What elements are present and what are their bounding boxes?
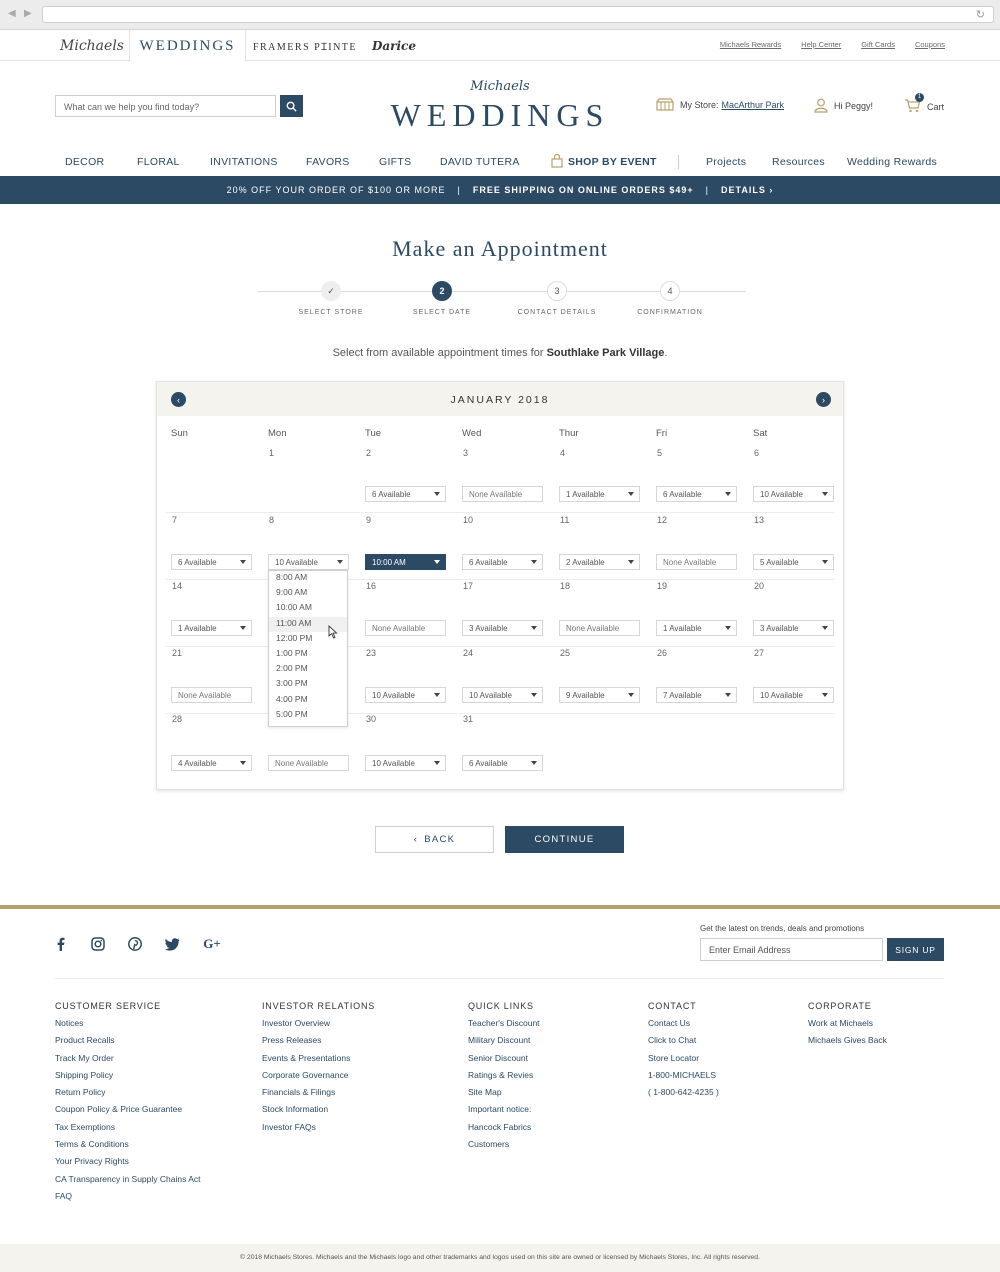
caret-down-icon	[725, 492, 731, 496]
cart-icon	[904, 94, 922, 115]
footer-link[interactable]: Press Releases	[262, 1035, 322, 1046]
caret-down-icon	[822, 626, 828, 630]
availability-dropdown	[462, 486, 543, 502]
calendar-month: JANUARY 2018	[450, 394, 550, 406]
footer-link[interactable]: Investor FAQs	[262, 1121, 316, 1132]
brand-darice-label: Darice	[371, 38, 416, 53]
brand-tab-weddings[interactable]	[129, 30, 246, 62]
footer-link[interactable]: Site Map	[468, 1087, 502, 1098]
time-option[interactable]: 11:00 AM	[269, 617, 347, 632]
caret-down-icon	[240, 761, 246, 765]
availability-label: 6 Available	[469, 759, 508, 768]
availability-label: 6 Available	[469, 558, 508, 567]
availability-dropdown[interactable]	[171, 554, 252, 570]
time-option[interactable]: 1:00 PM	[276, 647, 308, 658]
caret-down-icon	[725, 693, 731, 697]
availability-label: None Available	[372, 624, 426, 633]
reload-icon[interactable]: ↻	[975, 9, 985, 21]
facebook-icon[interactable]	[52, 936, 68, 952]
caret-down-icon	[531, 761, 537, 765]
caret-down-icon	[434, 560, 440, 564]
caret-down-icon	[434, 693, 440, 697]
subtitle-store: Southlake Park Village	[546, 347, 665, 359]
footer-column	[262, 1001, 375, 1139]
availability-label: 10 Available	[275, 558, 318, 567]
day-number: 16	[366, 581, 377, 591]
step-circle: 4	[660, 281, 680, 301]
availability-label: None Available	[663, 558, 717, 567]
weekday-label: Sat	[753, 428, 768, 439]
weekday-label: Fri	[656, 428, 668, 439]
availability-dropdown	[656, 554, 737, 570]
cart-count-badge: 1	[915, 93, 924, 102]
step-label: SELECT DATE	[412, 309, 472, 316]
weekday-label: Mon	[268, 428, 287, 439]
forward-arrow-icon[interactable]: ▶	[24, 8, 32, 19]
day-number: 5	[657, 448, 663, 458]
day-number: 7	[172, 515, 178, 525]
footer-link[interactable]: Investor Overview	[262, 1018, 331, 1028]
nav-divider	[678, 155, 679, 169]
logo-michaels-script: Michaels	[470, 79, 530, 94]
chevron-left-icon: ‹	[413, 834, 419, 845]
week-separator	[166, 646, 834, 647]
my-store	[656, 98, 784, 111]
footer-heading: CORPORATE	[808, 1001, 872, 1011]
availability-label: 3 Available	[760, 624, 799, 633]
weekday-label: Wed	[462, 428, 482, 439]
brand-tab-framers-pointe[interactable]	[250, 30, 360, 61]
week-separator	[166, 512, 834, 513]
availability-label: 6 Available	[372, 490, 411, 499]
footer-column	[55, 1001, 201, 1208]
signup-button[interactable]: SIGN UP	[887, 938, 944, 961]
copyright: © 2018 Michaels Stores. Michaels and the Michaels logo and other trademarks and logos used on this site are owned or licensed by Michaels Stores, Inc. All rights reserved.	[0, 1244, 1000, 1272]
promo-details-label: DETAILS	[721, 185, 766, 195]
promo-banner	[0, 176, 1000, 204]
footer-heading: INVESTOR RELATIONS	[262, 1001, 376, 1011]
twitter-icon[interactable]	[164, 936, 180, 952]
time-option[interactable]: 3:00 PM	[276, 678, 308, 689]
footer-link[interactable]: Financials & Filings	[262, 1087, 336, 1098]
day-number: 19	[657, 581, 668, 591]
brand-weddings-label: WEDDINGS	[139, 37, 236, 54]
nav-david-tutera[interactable]: DAVID TUTERA	[440, 156, 520, 168]
link-gift-cards[interactable]: Gift Cards	[861, 40, 895, 49]
caret-down-icon	[628, 492, 634, 496]
availability-dropdown	[559, 620, 640, 636]
next-month-button[interactable]	[816, 392, 831, 407]
nav-wedding-rewards[interactable]: Wedding Rewards	[847, 156, 938, 168]
availability-label: None Available	[178, 691, 232, 700]
footer-link[interactable]: Terms & Conditions	[55, 1139, 129, 1150]
availability-label: 3 Available	[469, 624, 508, 633]
step-4	[610, 281, 730, 316]
footer-link[interactable]: Stock Information	[262, 1104, 329, 1115]
nav-resources[interactable]: Resources	[772, 156, 825, 168]
step-3	[497, 281, 617, 316]
footer-link[interactable]: Senior Discount	[468, 1052, 529, 1063]
brand-michaels-label: Michaels	[60, 37, 124, 54]
footer-link[interactable]: Shipping Policy	[55, 1069, 114, 1080]
day-number: 27	[754, 648, 765, 658]
footer-link[interactable]: Track My Order	[55, 1052, 114, 1063]
store-name-link[interactable]: MacArthur Park	[721, 99, 785, 110]
availability-dropdown[interactable]	[753, 554, 834, 570]
day-number: 26	[657, 648, 668, 658]
step-2	[382, 281, 502, 316]
weekday-label: Thur	[559, 428, 579, 439]
day-number: 20	[754, 581, 765, 591]
step-circle: 2	[432, 281, 452, 301]
continue-button-label: CONTINUE	[534, 834, 595, 845]
availability-dropdown	[365, 620, 446, 636]
weekday-label: Tue	[365, 428, 382, 439]
nav-invitations[interactable]: INVITATIONS	[210, 156, 278, 168]
subtitle-text: Select from available appointment times for	[332, 347, 547, 359]
account-link[interactable]	[814, 98, 873, 113]
availability-dropdown[interactable]	[171, 620, 252, 636]
pinterest-icon[interactable]	[127, 936, 143, 952]
availability-label: 10:00 AM	[372, 558, 406, 567]
calendar-header	[157, 382, 843, 416]
availability-dropdown[interactable]	[753, 687, 834, 703]
logo-weddings[interactable]: WEDDINGS	[390, 97, 610, 133]
brand-tab-michaels[interactable]	[55, 30, 129, 61]
utility-links	[720, 40, 945, 49]
cart-label: Cart	[927, 101, 945, 112]
footer-link[interactable]: Notices	[55, 1018, 84, 1028]
footer-link[interactable]: Customers	[468, 1139, 510, 1150]
user-icon	[814, 98, 828, 113]
availability-dropdown[interactable]	[753, 620, 834, 636]
footer-link[interactable]: Teacher's Discount	[468, 1018, 540, 1028]
time-option[interactable]: 2:00 PM	[276, 663, 308, 674]
availability-label: None Available	[566, 624, 620, 633]
brand-framers-label: FRAMERS PꞮINTE	[252, 41, 358, 53]
footer-heading: CONTACT	[648, 1001, 697, 1011]
browser-chrome	[0, 0, 1000, 30]
availability-label: 6 Available	[663, 490, 702, 499]
day-number: 25	[560, 648, 571, 658]
caret-down-icon	[240, 560, 246, 564]
footer-link[interactable]: Your Privacy Rights	[55, 1156, 129, 1167]
weekday-label: Sun	[171, 428, 188, 439]
day-number: 4	[560, 448, 566, 458]
footer-link[interactable]: Ratings & Revies	[468, 1069, 534, 1080]
availability-label: 1 Available	[663, 624, 702, 633]
availability-dropdown[interactable]	[656, 620, 737, 636]
instagram-icon[interactable]	[90, 936, 106, 952]
caret-down-icon	[822, 492, 828, 496]
store-icon	[656, 98, 674, 111]
day-number: 10	[463, 515, 474, 525]
footer-link[interactable]: Return Policy	[55, 1087, 106, 1098]
day-number: 9	[366, 515, 372, 525]
availability-dropdown	[171, 687, 252, 703]
footer-link[interactable]: Work at Michaels	[808, 1018, 874, 1028]
footer-link[interactable]: Military Discount	[468, 1035, 531, 1046]
availability-label: 7 Available	[663, 691, 702, 700]
day-number: 13	[754, 515, 765, 525]
day-number: 18	[560, 581, 571, 591]
availability-label: 10 Available	[760, 490, 803, 499]
nav-decor[interactable]: DECOR	[65, 156, 105, 168]
caret-down-icon	[531, 560, 537, 564]
day-number: 6	[754, 448, 760, 458]
availability-label: 1 Available	[178, 624, 217, 633]
availability-dropdown[interactable]	[753, 486, 834, 502]
step-circle: ✓	[321, 281, 341, 301]
footer-link[interactable]: Corporate Governance	[262, 1069, 349, 1080]
availability-label: 2 Available	[566, 558, 605, 567]
availability-label: 6 Available	[178, 558, 217, 567]
caret-down-icon	[531, 626, 537, 630]
day-number: 28	[172, 714, 183, 724]
chevron-right-icon: ›	[822, 394, 825, 405]
footer-heading: CUSTOMER SERVICE	[55, 1001, 161, 1011]
brand-bar	[0, 30, 1000, 61]
availability-dropdown[interactable]	[559, 486, 640, 502]
caret-down-icon	[337, 560, 343, 564]
caret-down-icon	[725, 626, 731, 630]
footer-link[interactable]: Click to Chat	[648, 1035, 697, 1046]
search-input[interactable]: What can we help you find today?	[55, 95, 276, 117]
google-plus-icon[interactable]: G+	[203, 936, 221, 951]
week-separator	[166, 713, 834, 714]
caret-down-icon	[822, 560, 828, 564]
footer-link[interactable]: Michaels Gives Back	[808, 1035, 887, 1046]
shop-by-event-bag-icon	[551, 154, 563, 171]
step-label: SELECT STORE	[298, 309, 364, 316]
footer-link[interactable]: Important notice:	[468, 1104, 532, 1115]
selected-time-dropdown[interactable]	[365, 554, 446, 570]
availability-label: 10 Available	[372, 691, 415, 700]
availability-label: 1 Available	[566, 490, 605, 499]
link-coupons[interactable]: Coupons	[914, 40, 945, 49]
continue-button[interactable]	[505, 826, 624, 853]
availability-dropdown[interactable]	[462, 620, 543, 636]
time-option[interactable]: 9:00 AM	[276, 587, 308, 598]
availability-label: None Available	[275, 759, 329, 768]
availability-dropdown[interactable]	[462, 755, 543, 771]
footer-link[interactable]: Tax Exemptions	[55, 1121, 115, 1132]
back-arrow-icon[interactable]: ◀	[8, 8, 16, 19]
availability-dropdown[interactable]	[365, 755, 446, 771]
promo-divider: |	[705, 185, 709, 195]
availability-label: 4 Available	[178, 759, 217, 768]
chevron-left-icon: ‹	[177, 394, 180, 405]
availability-label: 10 Available	[469, 691, 512, 700]
greeting-text: Hi Peggy!	[834, 100, 874, 111]
time-option[interactable]: 5:00 PM	[276, 708, 308, 719]
availability-label: 9 Available	[566, 691, 605, 700]
brand-tab-darice[interactable]	[365, 30, 423, 61]
caret-down-icon	[628, 693, 634, 697]
time-option[interactable]: 10:00 AM	[276, 602, 312, 613]
link-michaels-rewards[interactable]: Michaels Rewards	[719, 40, 782, 49]
footer-link[interactable]: Store Locator	[648, 1052, 700, 1063]
footer-column	[808, 1001, 887, 1053]
store-label: My Store:	[680, 99, 719, 110]
nav-shop-by-event[interactable]: SHOP BY EVENT	[568, 156, 657, 168]
footer-link[interactable]: Contact Us	[648, 1018, 691, 1028]
step-1	[271, 281, 391, 316]
calendar-subtitle	[0, 347, 1000, 359]
step-label: CONTACT DETAILS	[517, 309, 597, 316]
caret-down-icon	[240, 626, 246, 630]
caret-down-icon	[628, 560, 634, 564]
nav-gifts[interactable]: GIFTS	[379, 156, 412, 168]
availability-dropdown[interactable]	[559, 554, 640, 570]
back-button-label: BACK	[424, 834, 456, 845]
back-button[interactable]	[375, 826, 494, 853]
availability-label: 5 Available	[760, 558, 799, 567]
footer-column	[468, 1001, 540, 1156]
page-title: Make an Appointment	[392, 236, 608, 261]
footer-link[interactable]: Events & Presentations	[262, 1052, 351, 1063]
nav-favors[interactable]: FAVORS	[306, 156, 350, 168]
day-number: 8	[269, 515, 275, 525]
day-number: 21	[172, 648, 183, 658]
day-number: 14	[172, 581, 183, 591]
time-option[interactable]: 4:00 PM	[276, 693, 308, 704]
link-help-center[interactable]: Help Center	[801, 40, 842, 49]
footer-link[interactable]: Product Recalls	[55, 1035, 115, 1046]
site-header	[0, 61, 1000, 151]
availability-dropdown[interactable]	[171, 755, 252, 771]
step-label: CONFIRMATION	[637, 309, 703, 316]
promo-divider: |	[457, 185, 461, 195]
availability-dropdown[interactable]	[462, 554, 543, 570]
cart-link[interactable]	[904, 94, 945, 115]
time-option[interactable]: 8:00 AM	[276, 572, 308, 582]
footer-link[interactable]: Hancock Fabrics	[468, 1121, 532, 1132]
caret-down-icon	[822, 693, 828, 697]
day-number: 24	[463, 648, 474, 658]
day-number: 12	[657, 515, 668, 525]
availability-dropdown[interactable]	[365, 687, 446, 703]
day-number: 1	[269, 448, 275, 458]
availability-label: 10 Available	[760, 691, 803, 700]
availability-dropdown	[268, 755, 349, 771]
availability-dropdown[interactable]	[462, 687, 543, 703]
promo-shipping: FREE SHIPPING ON ONLINE ORDERS $49+	[472, 185, 694, 195]
mouse-cursor-icon	[328, 625, 338, 639]
time-dropdown-menu	[268, 570, 348, 727]
day-number: 30	[366, 714, 377, 724]
subtitle-period: .	[664, 347, 668, 359]
footer-divider	[0, 905, 1000, 909]
newsletter-text: Get the latest on trends, deals and promotions	[700, 924, 865, 933]
day-number: 31	[463, 714, 474, 724]
availability-dropdown[interactable]	[268, 554, 349, 570]
footer-column	[648, 1001, 719, 1104]
email-field[interactable]: Enter Email Address	[700, 938, 883, 961]
day-number: 3	[463, 448, 469, 458]
footer-link[interactable]: 1-800-MICHAELS	[648, 1069, 717, 1080]
availability-dropdown[interactable]	[559, 687, 640, 703]
promo-offer: 20% OFF YOUR ORDER OF $100 OR MORE	[226, 185, 446, 195]
chevron-right-icon: ›	[769, 185, 774, 195]
nav-floral[interactable]: FLORAL	[137, 156, 180, 168]
availability-label: 10 Available	[372, 759, 415, 768]
availability-dropdown[interactable]	[656, 486, 737, 502]
availability-label: None Available	[469, 490, 523, 499]
main-nav	[0, 151, 1000, 176]
week-separator	[166, 579, 834, 580]
footer-link[interactable]: ( 1-800-642-4235 )	[648, 1087, 719, 1098]
footer-link[interactable]: CA Transparency in Supply Chains Act	[55, 1173, 201, 1184]
day-number: 23	[366, 648, 377, 658]
caret-down-icon	[434, 492, 440, 496]
day-number: 2	[366, 448, 372, 458]
step-circle: 3	[547, 281, 567, 301]
availability-dropdown[interactable]	[656, 687, 737, 703]
caret-down-icon	[434, 761, 440, 765]
footer-separator	[55, 978, 944, 979]
footer-link[interactable]: FAQ	[55, 1190, 73, 1201]
time-option[interactable]: 12:00 PM	[276, 632, 313, 643]
promo-details-link[interactable]	[721, 185, 773, 195]
address-bar[interactable]	[42, 6, 994, 23]
day-number: 17	[463, 581, 474, 591]
nav-projects[interactable]: Projects	[706, 156, 747, 168]
appointment-calendar	[156, 381, 844, 790]
caret-down-icon	[531, 693, 537, 697]
availability-dropdown[interactable]	[365, 486, 446, 502]
footer-link[interactable]: Coupon Policy & Price Guarantee	[55, 1104, 183, 1115]
footer-heading: QUICK LINKS	[468, 1001, 534, 1011]
day-number: 11	[560, 515, 570, 525]
